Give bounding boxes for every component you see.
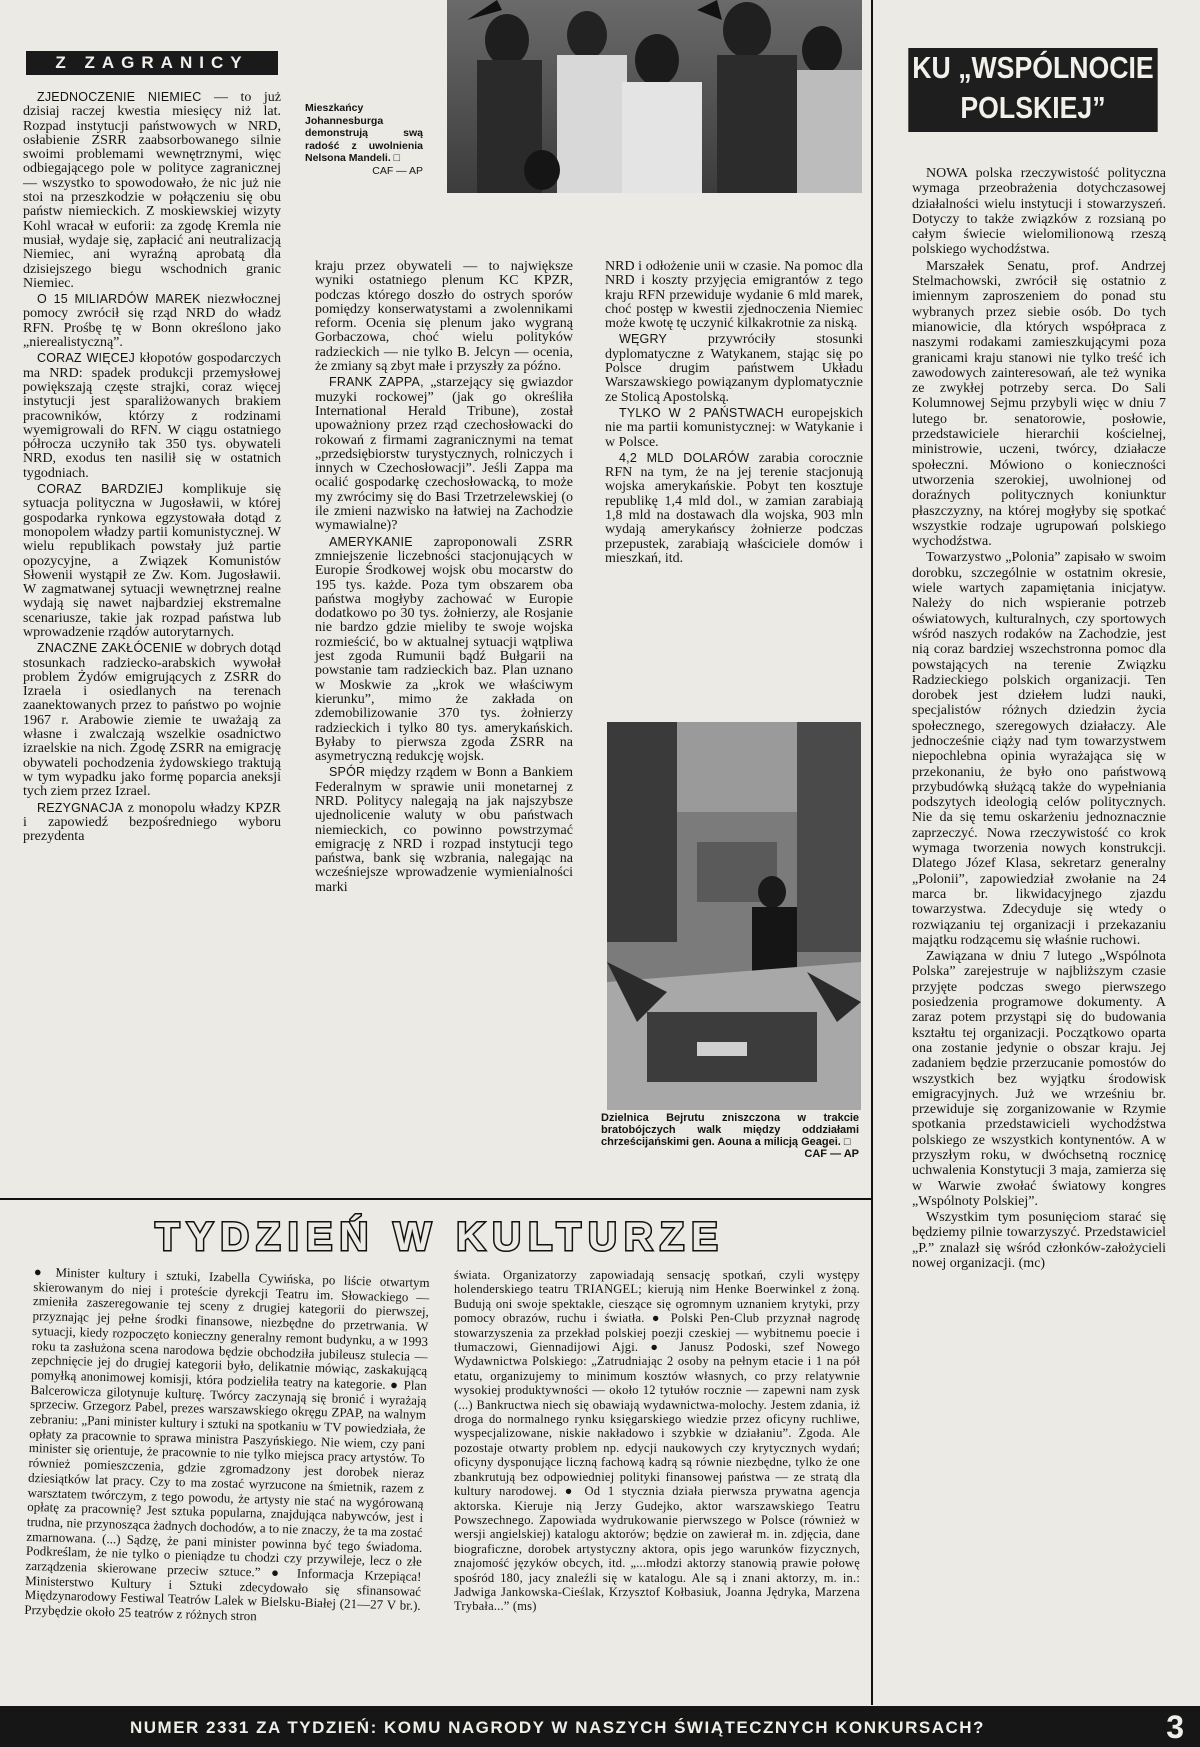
- section-label: Z ZAGRANICY: [26, 51, 278, 75]
- news-lead: CORAZ BARDZIEJ: [37, 482, 164, 497]
- horizontal-rule-culture: [0, 1198, 872, 1200]
- news-item: [315, 259, 573, 374]
- news-lead: REZYGNACJA: [37, 800, 124, 815]
- sidebar-paragraph: Marszałek Senatu, prof. Andrzej Stelmachowski, zwrócił się ostatnio z imiennym zaproszeniem do ponad stu wybranych przez siebie osób. Do tych mianowicie, dla których współpraca z naszymi rodakami zamieszkującymi poza granicami kraju stanowi nie tylko treść ich zawodowych zainteresowań, ale też wynika ze zwykłej potrzeby serca. Do Sali Kolumnowej Sejmu przybyli więc w dniu 7 lutego br. senatorowie, posłowie, przedstawiciele hierarchii kościelnej, ministrowie, uczeni, twórcy, działacze społeczni. Mówiono o konieczności utworzenia szerokiej, uwolnionej od doraźnych politycznych koniunktur płaszczyzny, na której mogłyby się spotkać wszystkie rodzaje ugrupowań polskiego wychodźstwa.: [912, 258, 1166, 550]
- news-item: [315, 765, 573, 895]
- news-text: kłopotów gospodarczych ma NRD: spadek produkcji przemysłowej powiększają częste strajki, coraz więcej instytucji jest sparaliżowanych brakiem pracowników, którzy z rodzinami wyemigrowali do RFN. W ciągu ostatniego półrocza uczyniło tak 350 tys. obywateli NRD, exodus ten nasilił się w ostatnich tygodniach.: [23, 351, 281, 481]
- photo-johannesburg-credit: CAF — AP: [372, 164, 423, 177]
- footer-teaser: NUMER 2331 ZA TYDZIEŃ: KOMU NAGRODY W NASZYCH ŚWIĄTECZNYCH KONKURSACH?: [130, 1718, 985, 1737]
- culture-right-text: świata. Organizatorzy zapowiadają sensację spotkań, czyli występy holenderskiego teatru TRIANGEL; kierują nim Henke Boerwinkel z żoną. Budują oni swoje spektakle, cieszące się ogromnym uznaniem krytyki, przy pomocy obrazów, ruchu i światła. ● Polski Pen-Club przyznał nagrodę stowarzyszenia za przekład polskiej poezji czeskiej — wybitnemu poecie i tłumaczowi, Giennadijowi Ajgi. ● Janusz Podoski, szef Nowego Wydawnictwa Polskiego: „Zatrudniając 2 osoby na pełnym etacie i 1 na pół etatu, organizujemy to minimum kosztów własnych, co przy relatywnie wysokiej produktywności — około 12 tytułów rocznie — zapewni nam zysk (...) Bankructwa niech się obawiają wydawnictwa-molochy. Jestem zdania, iż droga do normalnego rynku księgarskiego wiedzie przez oficyny ruchliwe, wyspecjalizowane, niskie nakładowo i szybkie w działaniu”. Zgoda. Ale pozostaje otwarty problem np. edycji naukowych czy krytycznych wydań; oficyny dysponujące liczną fachową kadrą są równie niezbędne, tylko że one zbankrutują bez odpowiedniej polityki finansowej państwa — ze stratą dla kultury narodowej. ● Od 1 stycznia działa pierwsza prywatna agencja aktorska. Kieruje nią Jerzy Gudejko, aktor warszawskiego Teatru Powszechnego. Zapowiada wydrukowanie pierwszego w Polsce (również w wersji angielskiej) katalogu aktorów; będzie on zawierał m. in. zdjęcia, dane biograficzne, dorobek artystyczny aktora, opis jego warunków fizycznych, znajomość języków obcych, itd. „...młodzi aktorzy stanowią prawie połowę spośród 180, jacy znaleźli się w katalogu. Ale są i znani aktorzy, m. in.: Jadwiga Jankowska-Cieślak, Krzysztof Kołbasiuk, Joanna Jędryka, Marzena Trybała...” (ms): [454, 1268, 860, 1614]
- news-item: [315, 535, 573, 765]
- news-lead: O 15 MILIARDÓW MAREK: [37, 292, 201, 307]
- news-text: europejskich nie ma partii komunistycznej: w Watykanie i w Polsce.: [605, 405, 863, 450]
- sidebar-paragraph: NOWA polska rzeczywistość polityczna wymaga przeobrażenia dotychczasowej działalności wielu instytucji i stowarzyszeń. Dotyczy to także związków z rozsianą po całym świecie wielomilionową rzeszą polskiego wychodźstwa.: [912, 166, 1166, 258]
- news-lead: SPÓR: [329, 765, 366, 780]
- news-lead: 4,2 MLD DOLARÓW: [619, 450, 750, 465]
- news-column-3: [605, 259, 863, 719]
- photo-beirut-image: [607, 722, 861, 1110]
- column-rule-right: [871, 0, 873, 1705]
- news-item: [605, 406, 863, 450]
- news-text: zaproponowali ZSRR zmniejszenie liczebności stacjonujących w Europie Środkowej wojsk obu mocarstw do 195 tys. każde. Poza tym obszarem oba państwa mogłyby zachować w Europie dodatkowo po 30 tys. żołnierzy, ale Rosjanie nie bardzo gdzie mieliby te swoje wojska rozmieścić, bo w aktualnej sytuacji wątpliwa jest zgoda Rumunii bądź Bułgarii na powstanie tam radzieckich baz. Plan uznano w Moskwie za „krok we właściwym kierunku”, mimo że zakłada on zdemobilizowanie 370 tys. żołnierzy radzieckich i tylko 80 tys. amerykańskich. Byłaby to pierwsza zgoda ZSRR na asymetryczną redukcję wojsk.: [315, 534, 573, 765]
- news-item: [605, 332, 863, 404]
- news-item: [605, 259, 863, 331]
- news-text: między rządem w Bonn a Bankiem Federalnym w sprawie unii monetarnej z NRD. Politycy nalegają na jak najszybsze ujednolicenie waluty w obu państwach niemieckich, co powinno powstrzymać emigrację z NRD i rozpad instytucji tego państwa, bank się wzbrania, nalegając na wcześniejsze wprowadzenie wymienialności marki: [315, 765, 573, 895]
- sidebar-paragraph: Zawiązana w dniu 7 lutego „Wspólnota Polska” zarejestruje w najbliższym czasie przyjęte podczas swego pierwszego posiedzenia programowe dokumenty. A zaraz potem przystąpi się do budowania kształtu tej organizacji. Początkowo oparta ona zostanie jedynie o obszar kraju. Jej zadaniem będzie przerzucanie pomostów do wszystkich bez wyjątku środowisk emigracyjnych. Już we wrześniu br. przewiduje się zorganizowanie w Rzymie spotkania przedstawicieli wychodźstwa polskiego ze wszystkich kontynentów. A w przyszłym roku, w dwóchsetną rocznicę uchwalenia Konstytucji 3 maja, zamierza się w Warwie zwołać światowy kongres „Wspólnoty Polskiej”.: [912, 949, 1166, 1209]
- sidebar-paragraph: Towarzystwo „Polonia” zapisało w swoim dorobku, szczególnie w ostatnim okresie, wiele wartych zapamiętania inicjatyw. Należy do nich wspieranie potrzeb oświatowych, kulturalnych, czy sportowych wśród naszych rodaków na Zachodzie, jest nią coraz bardziej wszechstronna pomoc dla powstających na terenie Związku Radzieckiego polskich organizacji. Ten dorobek jest dziełem ludzi nauki, specjalistów różnych dziedzin życia społecznego, szeregowych działaczy. Ale jednocześnie ciąży nad tym towarzystwem niepochlebna opinia wyrażająca się w przekonaniu, że było ono państwową przybudówką służącą także do wypełniania podszytych ideologią celów politycznych. Nie da się temu oskarżeniu jednoznacznie zaprzeczyć. Nowa rzeczywistość co krok wymaga tworzenia nowych konstrukcji. Dlatego Józef Klasa, sekretarz generalny „Polonii”, zapowiedział zwołanie na 24 marca br. likwidacyjnego zjazdu towarzystwa. Zdecyduje się wtedy o rozwiązaniu tej organizacji i przekazaniu majątku rodzącemu się właśnie ruchowi.: [912, 550, 1166, 948]
- sidebar-paragraph: Wszystkim tym posunięciom starać się będziemy pilnie towarzyszyć. Przedstawiciel „P.” znalazł się wśród członków-założycieli nowej organizacji. (mc): [912, 1210, 1166, 1272]
- culture-heading: TYDZIEŃ W KULTURZE: [155, 1215, 725, 1259]
- culture-left-column: [22, 1265, 430, 1696]
- photo-johannesburg: [447, 0, 862, 193]
- news-item: [23, 641, 281, 799]
- photo-johannesburg-image: [447, 0, 862, 193]
- sidebar-title-box: [908, 48, 1157, 132]
- news-text: w dobrych dotąd stosunkach radziecko-arabskich wywołał problem Żydów emigrujących z ZSRR do Izraela i osiedlanych na terenach zaanektowanych przez to państwo po wojnie 1967 r. Arabowie ziemie te uważają za własne i zwalczają wszelkie osadnictwo izraelskie na nich. Zgodę ZSRR na emigrację obywateli pochodzenia żydowskiego traktują w tym wypadku jako formę poparcia aneksji tych ziem przez Izrael.: [23, 641, 281, 800]
- news-lead: AMERYKANIE: [329, 534, 413, 549]
- news-lead: WĘGRY: [619, 332, 667, 347]
- news-text: „starzejący się gwiazdor muzyki rockowej” (jak go określiła International Herald Tribune), został upoważniony przez rząd czechosłowacki do rokowań z firmami zagranicznymi na temat „przedsiębiorstw turystycznych, rolniczych i innych w Czechosłowacji”. Jeśli Zappa ma ocalić gospodarkę czechosłowacką, to może my zwrócimy się do Basi Trzetrzelewskiej (o ile zmieni nazwisko na łatwiej na Zachodzie wymawialne)?: [315, 375, 573, 534]
- news-item: [23, 351, 281, 481]
- culture-left-text: ● Minister kultury i sztuki, Izabella Cywińska, po liście otwartym skierowanym do niej i proteście dyrekcji Teatru im. Słowackiego — zmieniła zaszeregowanie tej sceny z drugiej kategorii do pierwszej, przyznając jej pełne środki finansowe, niezbędne do przetrwania. W sytuacji, kiedy rozpoczęto konieczny generalny remont budynku, a w 1993 roku ta zasłużona scena narodowa będzie obchodziła jubileusz stulecia — zepchnięcie jej do drugiej kategorii było, delikatnie mówiąc, zaskakującą pomyłką anonimowej komisji, która podzieliła teatry na kategorie. ● Plan Balcerowicza gilotynuje kulturę. Twórcy zaczynają się bronić i wyrażają sprzeciw. Grzegorz Pabel, prezes warszawskiego okręgu ZPAP, na walnym zebraniu: „Pani minister kultury i sztuki na spotkaniu w TV powiedziała, że opłaty za pracownie to sprawa ministra Paszyńskiego. Nie wiem, czy pani minister się orientuje, że pracownie to nie tylko miejsca pracy artystów. To również pomieszczenia, gdzie zgromadzony jest dorobek nieraz dziesiątków lat pracy. Czy to ma zostać wyrzucone na śmietnik, razem z warsztatem twórczym, z tego powodu, że artysty nie stać na wygórowaną opłatę za pracownię? Jest sztuka popularna, znajdująca nabywców, jest i trudna, nie przynosząca żadnych dochodów, a to nie znaczy, że ta ma zostać zmarnowana. (...) Sądzę, że pani minister powinna być tego świadoma. Podkreślam, że nie tylko o pieniądze tu chodzi czy przywileje, lecz o złe zarządzenia skierowane przeciw sztuce.” ● Informacja Krzepiąca! Ministerstwo Kultury i Sztuki zdecydowało się sfinansować Międzynarodowy Festiwal Teatrów Lalek w Bielsku-Białej (21—27 V br.). Przybędzie około 25 teatrów z różnych stron: [24, 1264, 430, 1624]
- news-text: komplikuje się sytuacja polityczna w Jugosławii, w której gospodarka rynkowa egzystowała dotąd z monopolem władzy partii komunistycznej. W wielu republikach powstały już partie opozycyjne, a Związek Komunistów Słowenii wystąpił ze Zw. Kom. Jugosławii. W zagmatwanej sytuacji wewnętrznej realne wydają się nawet najbardziej ekstremalne scenariusze, takie jak rozpad państwa lub wprowadzenie rządów autorytarnych.: [23, 482, 281, 640]
- photo-beirut-credit: CAF — AP: [804, 1148, 859, 1160]
- news-item: [23, 801, 281, 845]
- news-text: NRD i odłożenie unii w czasie. Na pomoc dla NRD i koszty przyjęcia emigrantów z tego kraju RFN przewiduje wydanie 6 mld marek, choć postęp w kwestii zjednoczenia Niemiec może kwotę tę uczynić kilkakrotnie za niską.: [605, 259, 863, 332]
- news-lead: TYLKO W 2 PAŃSTWACH: [619, 405, 784, 420]
- news-text: kraju przez obywateli — to największe wyniki ostatniego plenum KC KPZR, podczas którego doszło do ostrych sporów pomiędzy konserwatystami a zwolennikami reform. Ocenia się plenum jako wygraną Gorbaczowa, choć wielu polityków radzieckich — nie tylko B. Jelcyn — ocenia, że zmiany są zbyt małe i przyszły za późno.: [315, 259, 573, 375]
- news-column-2: [315, 259, 573, 1189]
- news-text: z monopolu władzy KPZR i zapowiedź bezpośredniego wyboru prezydenta: [23, 800, 281, 845]
- news-lead: CORAZ WIĘCEJ: [37, 351, 135, 366]
- page-number: 3: [1166, 1709, 1184, 1745]
- footer-bar: [0, 1706, 1200, 1747]
- news-lead: ZJEDNOCZENIE NIEMIEC: [37, 90, 202, 104]
- sidebar-title-line1: KU „WSPÓLNOCIE: [912, 50, 1154, 85]
- photo-johannesburg-caption-text: Mieszkańcy Johannesburga demonstrują swą radość z uwolnienia Nelsona Mandeli. □: [305, 102, 423, 164]
- photo-johannesburg-caption: [305, 102, 423, 177]
- news-text: niezwłocznej pomocy zwrócił się rząd NRD do władz RFN. Prośbę tę w Bonn określono jako „nierealistyczną”.: [23, 292, 281, 351]
- news-item: [605, 451, 863, 566]
- news-lead: FRANK ZAPPA,: [329, 375, 424, 390]
- news-column-1: [23, 90, 281, 1190]
- news-item: [23, 292, 281, 350]
- photo-beirut-caption-text: Dzielnica Bejrutu zniszczona w trakcie bratobójczych walk między oddziałami chrześcijańskimi gen. Aouna a milicją Geagei. □: [601, 1112, 859, 1148]
- news-text: — to już dzisiaj raczej kwestia miesięcy niż lat. Rozpad instytucji państwowych w NRD, osłabienie ZSRR zaabsorbowanego silnie swoimi problemami wewnętrznymi, więc odbiegającego pole w polityce zagranicznej — wszystko to spowodowało, że nic już nie stoi na przeszkodzie w połączeniu się obu państw niemieckich. Z moskiewskiej wizyty Kohl wracał w euforii: za zgodę Kremla nie musiał, wydaje się, zapłacić ani neutralizacją Niemiec, ani wyraźną aprobatą dla dzisiejszego biegu wschodnich granic Niemiec.: [23, 90, 281, 291]
- photo-beirut: [607, 722, 861, 1110]
- news-text: zarabia corocznie RFN na tym, że na jej terenie stacjonują wojska amerykańskie. Pobyt ten kosztuje republikę 1,4 mld dol., w zamian zarabiają 1,8 mld na dostawach dla wojska, 903 mln wydają amerykańscy żołnierze podczas przepustek, zarabiają właściciele domów i mieszkań, itd.: [605, 450, 863, 566]
- news-lead: ZNACZNE ZAKŁÓCENIE: [37, 641, 183, 656]
- news-item: [23, 90, 281, 291]
- news-item: [315, 375, 573, 533]
- photo-beirut-caption: [601, 1112, 859, 1160]
- sidebar-article: [912, 166, 1166, 1691]
- news-text: przywróciły stosunki dyplomatyczne z Watykanem, stając się po Polsce drugim państwem Układu Warszawskiego powiązanym dyplomatycznie ze Stolicą Apostolską.: [605, 332, 863, 405]
- culture-right-column: [454, 1268, 860, 1698]
- sidebar-title-line2: POLSKIEJ”: [960, 90, 1106, 125]
- news-item: [23, 482, 281, 640]
